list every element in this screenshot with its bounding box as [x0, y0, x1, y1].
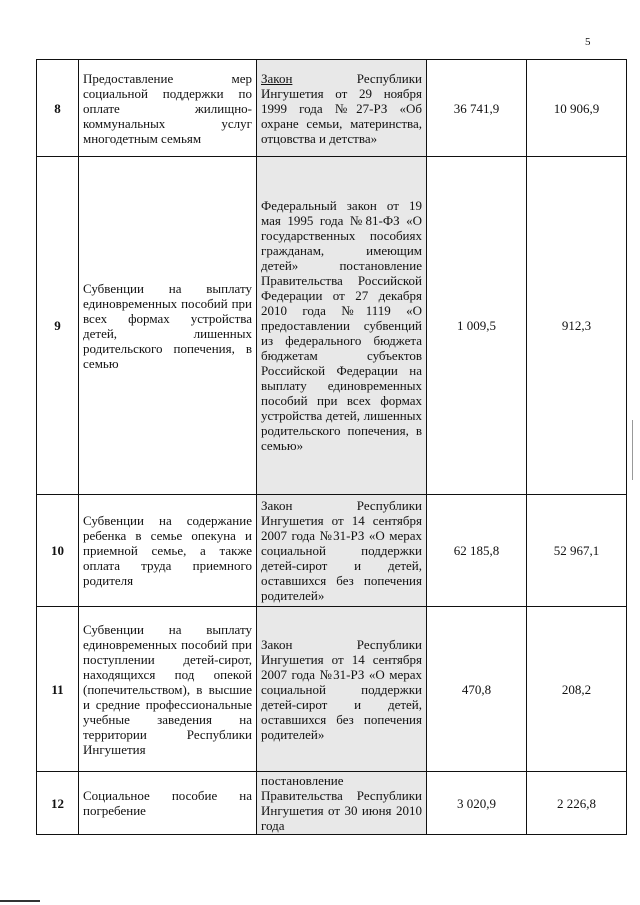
amount-1: 62 185,8: [427, 495, 527, 607]
legal-basis: постановление Правительства Республики Ингушетия от 30 июня 2010 года: [257, 772, 427, 835]
scan-edge-mark: [0, 900, 40, 902]
table-row: [37, 772, 627, 835]
table-row: [37, 60, 627, 157]
legal-basis: Закон Республики Ингушетия от 14 сентября 2007 года №31-РЗ «О мерах социальной поддержки детей-сирот и детей, оставшихся без попечения родителей»: [257, 495, 427, 607]
row-number: 11: [37, 607, 79, 772]
table-row: [37, 607, 627, 772]
amount-2: 2 226,8: [527, 772, 627, 835]
amount-1: 1 009,5: [427, 157, 527, 495]
amount-2: 912,3: [527, 157, 627, 495]
measure-description: Субвенции на содержание ребенка в семье опекуна и приемной семье, а также оплата труда приемного родителя: [79, 495, 257, 607]
amount-2: 52 967,1: [527, 495, 627, 607]
row-number: 8: [37, 60, 79, 157]
measure-description: Субвенции на выплату единовременных пособий при всех формах устройства детей, лишенных родительского попечения, в семью: [79, 157, 257, 495]
amount-2: 208,2: [527, 607, 627, 772]
legal-basis: Федеральный закон от 19 мая 1995 года №81-ФЗ «О государственных пособиях гражданам, имеющим детей» постановление Правительства Российской Федерации от 27 декабря 2010 года №1119 «О предоставлении субвенций из федерального бюджета бюджетам субъектов Российской Федерации на выплату единовременных пособий при всех формах устройства детей, лишенных родительского попечения, в семью»: [257, 157, 427, 495]
law-text: Республики Ингушетия от 29 ноября 1999 года №27-РЗ «Об охране семьи, материнства, отцовства и детства»: [261, 70, 422, 146]
budget-table: [36, 59, 627, 835]
measure-description: Субвенции на выплату единовременных пособий при поступлении детей-сирот, находящихся под опекой (попечительством), в высшие и средние профессиональные учебные заведения на территории Республики Ингушетия: [79, 607, 257, 772]
amount-1: 470,8: [427, 607, 527, 772]
row-number: 9: [37, 157, 79, 495]
scan-edge-mark: [632, 420, 633, 480]
table-row: [37, 157, 627, 495]
amount-1: 36 741,9: [427, 60, 527, 157]
table-row: [37, 495, 627, 607]
measure-description: Социальное пособие на погребение: [79, 772, 257, 835]
measure-description: Предоставление мер социальной поддержки по оплате жилищно-коммунальных услуг многодетным семьям: [79, 60, 257, 157]
row-number: 10: [37, 495, 79, 607]
amount-1: 3 020,9: [427, 772, 527, 835]
legal-basis: [257, 60, 427, 157]
row-number: 12: [37, 772, 79, 835]
page-number: 5: [585, 36, 591, 48]
law-underlined-word: Закон: [261, 70, 293, 86]
amount-2: 10 906,9: [527, 60, 627, 157]
legal-basis: Закон Республики Ингушетия от 14 сентября 2007 года №31-РЗ «О мерах социальной поддержки детей-сирот и детей, оставшихся без попечения родителей»: [257, 607, 427, 772]
